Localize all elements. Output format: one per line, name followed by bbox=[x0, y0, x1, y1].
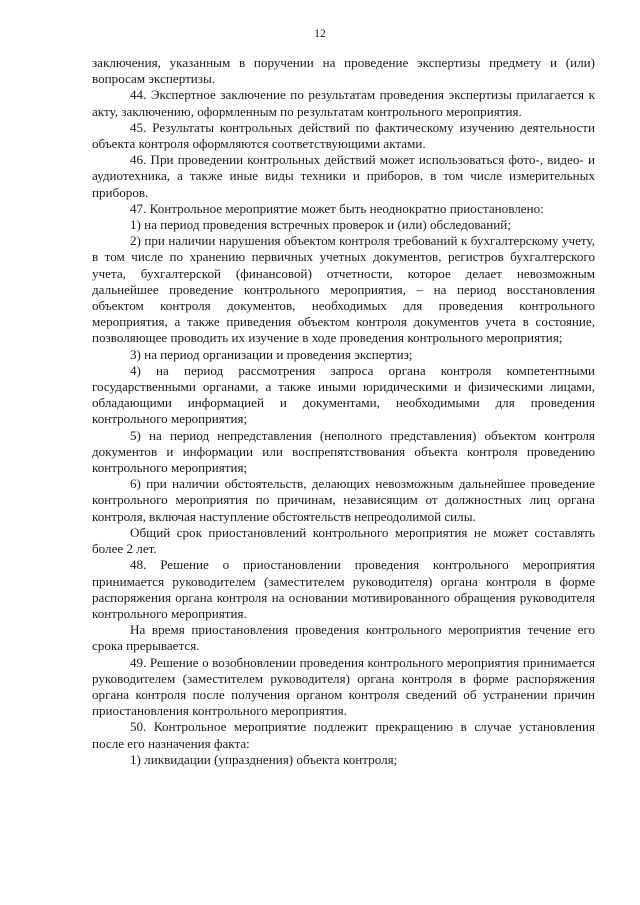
paragraph-48-term-interruption: На время приостановления проведения контрольного мероприятия течение его срока прерывается. bbox=[92, 622, 595, 654]
paragraph-continuation: заключения, указанным в поручении на проведение экспертизы предмету и (или) вопросам экспертизы. bbox=[92, 55, 595, 87]
paragraph-49: 49. Решение о возобновлении проведения контрольного мероприятия принимается руководителем (заместителем руководителя) органа контроля в форме распоряжения органа контроля после получения органом контроля сведений об устранении причин приостановления контрольного мероприятия. bbox=[92, 654, 595, 719]
paragraph-47-total-term: Общий срок приостановлений контрольного мероприятия не может составлять более 2 лет. bbox=[92, 524, 595, 557]
paragraph-50: 50. Контрольное мероприятие подлежит прекращению в случае установления после его назначения факта: bbox=[92, 719, 595, 751]
paragraph-48: 48. Решение о приостановлении проведения контрольного мероприятия принимается руководителем (заместителем руководителя) органа контроля в форме распоряжения органа контроля на основании мотивированного обращения руководителя контрольного мероприятия. bbox=[92, 557, 595, 621]
paragraph-47: 47. Контрольное мероприятие может быть неоднократно приостановлено: bbox=[130, 200, 544, 216]
paragraph-45: 45. Результаты контрольных действий по фактическому изучению деятельности объекта контроля оформляются соответствующими актами. bbox=[92, 119, 595, 152]
paragraph-47-item-5: 5) на период непредставления (неполного представления) объектом контроля документов и информации или воспрепятствования объекта контроля проведению контрольного мероприятия; bbox=[92, 427, 595, 476]
paragraph-47-item-4: 4) на период рассмотрения запроса органа контроля компетентными государственными органами, а также иными юридическими и физическими лицами, обладающими информацией и документами, необходимыми для проведения контрольного мероприятия; bbox=[92, 362, 595, 427]
paragraph-47-item-2: 2) при наличии нарушения объектом контроля требований к бухгалтерскому учету, в том числе по хранению первичных учетных документов, регистров бухгалтерского учета, бухгалтерской (финансовой) отчетности, которое делает невозможным дальнейшее проведение контрольного мероприятия, – на период восстановления объектом контроля документов, необходимых для проведения контрольного мероприятия, а также приведения объектом контроля документов учета в состояние, позволяющее проводить их изучение в ходе проведения контрольного мероприятия; bbox=[92, 233, 595, 346]
paragraph-50-item-1: 1) ликвидации (упразднения) объекта контроля; bbox=[130, 751, 398, 767]
paragraph-44: 44. Экспертное заключение по результатам проведения экспертизы прилагается к акту, заключению, оформленным по результатам контрольного мероприятия. bbox=[92, 87, 595, 119]
page-number: 12 bbox=[314, 28, 326, 40]
paragraph-47-item-3: 3) на период организации и проведения экспертиз; bbox=[130, 346, 413, 362]
paragraph-47-item-6: 6) при наличии обстоятельств, делающих невозможным дальнейшее проведение контрольного мероприятия по причинам, независящим от должностных лиц органа контроля, включая наступление обстоятельств непреодолимой силы. bbox=[92, 476, 595, 524]
document-body bbox=[92, 55, 595, 768]
paragraph-47-item-1: 1) на период проведения встречных проверок и (или) обследований; bbox=[130, 217, 511, 233]
paragraph-46: 46. При проведении контрольных действий может использоваться фото-, видео- и аудиотехника, а также иные виды техники и приборов, в том числе измерительных приборов. bbox=[92, 152, 595, 200]
